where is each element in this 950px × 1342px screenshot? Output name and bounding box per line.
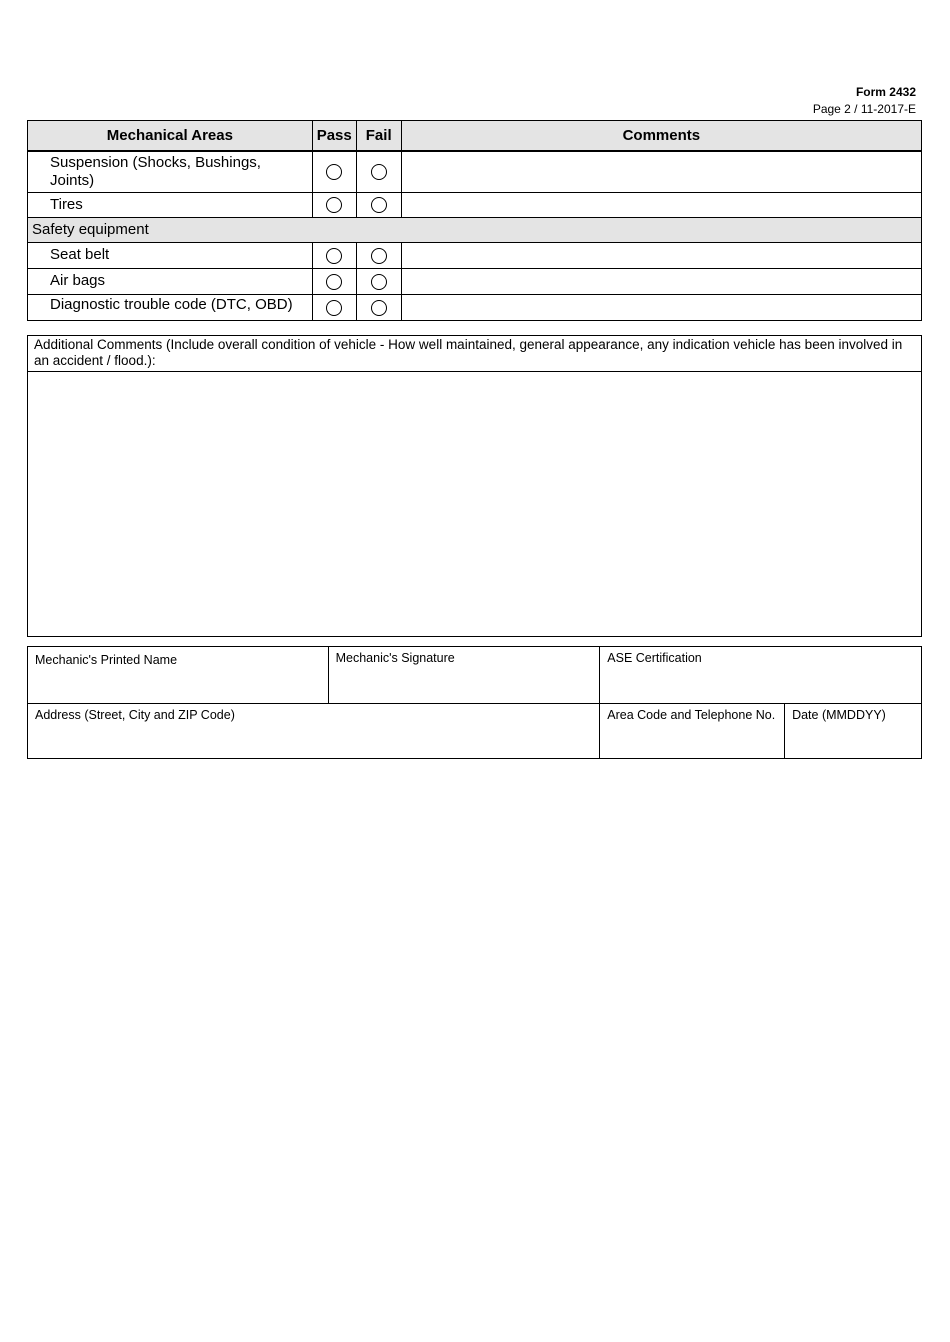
header-mechanical-areas: Mechanical Areas xyxy=(28,121,313,152)
printed-name-label: Mechanic's Printed Name xyxy=(35,653,178,667)
pass-radio[interactable] xyxy=(326,248,342,264)
fail-radio[interactable] xyxy=(371,197,387,213)
fail-radio[interactable] xyxy=(371,274,387,290)
fail-cell xyxy=(356,242,401,268)
pass-cell xyxy=(312,242,356,268)
pass-cell xyxy=(312,268,356,294)
fail-radio[interactable] xyxy=(371,300,387,316)
signature-label: Mechanic's Signature xyxy=(335,651,455,665)
fail-radio[interactable] xyxy=(371,248,387,264)
header-comments: Comments xyxy=(401,121,921,152)
header-pass: Pass xyxy=(312,121,356,152)
comment-field[interactable] xyxy=(401,294,921,320)
phone-field[interactable] xyxy=(600,704,785,759)
table-row xyxy=(28,268,922,294)
phone-label: Area Code and Telephone No. xyxy=(607,708,776,722)
form-header xyxy=(813,84,916,118)
date-field[interactable] xyxy=(785,704,922,759)
table-header-row xyxy=(28,121,922,152)
pass-cell xyxy=(312,192,356,217)
mechanic-info-table xyxy=(27,646,922,759)
address-field[interactable] xyxy=(28,704,600,759)
additional-comments-field[interactable] xyxy=(28,372,921,636)
comment-field[interactable] xyxy=(401,242,921,268)
pass-cell xyxy=(312,151,356,192)
table-row xyxy=(28,294,922,320)
comment-field[interactable] xyxy=(401,268,921,294)
pass-radio[interactable] xyxy=(326,164,342,180)
date-label: Date (MMDDYY) xyxy=(792,708,886,722)
pass-radio[interactable] xyxy=(326,274,342,290)
section-label: Safety equipment xyxy=(28,217,922,242)
address-label: Address (Street, City and ZIP Code) xyxy=(35,708,235,722)
ase-certification-field[interactable] xyxy=(600,647,922,704)
signature-field[interactable] xyxy=(328,647,600,704)
ase-certification-label: ASE Certification xyxy=(607,651,702,665)
fail-cell xyxy=(356,294,401,320)
area-label: Air bags xyxy=(28,268,313,294)
printed-name-field[interactable] xyxy=(28,647,329,704)
comment-field[interactable] xyxy=(401,151,921,192)
fail-cell xyxy=(356,192,401,217)
mechanic-row-2 xyxy=(28,704,922,759)
pass-radio[interactable] xyxy=(326,300,342,316)
table-row xyxy=(28,192,922,217)
area-label: Seat belt xyxy=(28,242,313,268)
page-info: Page 2 / 11-2017-E xyxy=(812,102,916,116)
fail-cell xyxy=(356,151,401,192)
area-label: Diagnostic trouble code (DTC, OBD) xyxy=(28,294,313,320)
area-label: Suspension (Shocks, Bushings, Joints) xyxy=(28,151,313,192)
additional-comments-box xyxy=(27,335,922,637)
table-row xyxy=(28,151,922,192)
mechanical-areas-table xyxy=(27,120,922,321)
comment-field[interactable] xyxy=(401,192,921,217)
area-label: Tires xyxy=(28,192,313,217)
pass-radio[interactable] xyxy=(326,197,342,213)
table-row xyxy=(28,242,922,268)
form-number: Form 2432 xyxy=(855,85,916,99)
header-fail: Fail xyxy=(356,121,401,152)
additional-comments-label: Additional Comments (Include overall condition of vehicle - How well maintained, general appearance, any indication vehicle has been involved in an accident / flood.): xyxy=(28,336,921,372)
section-row xyxy=(28,217,922,242)
fail-cell xyxy=(356,268,401,294)
fail-radio[interactable] xyxy=(371,164,387,180)
mechanic-row-1 xyxy=(28,647,922,704)
pass-cell xyxy=(312,294,356,320)
